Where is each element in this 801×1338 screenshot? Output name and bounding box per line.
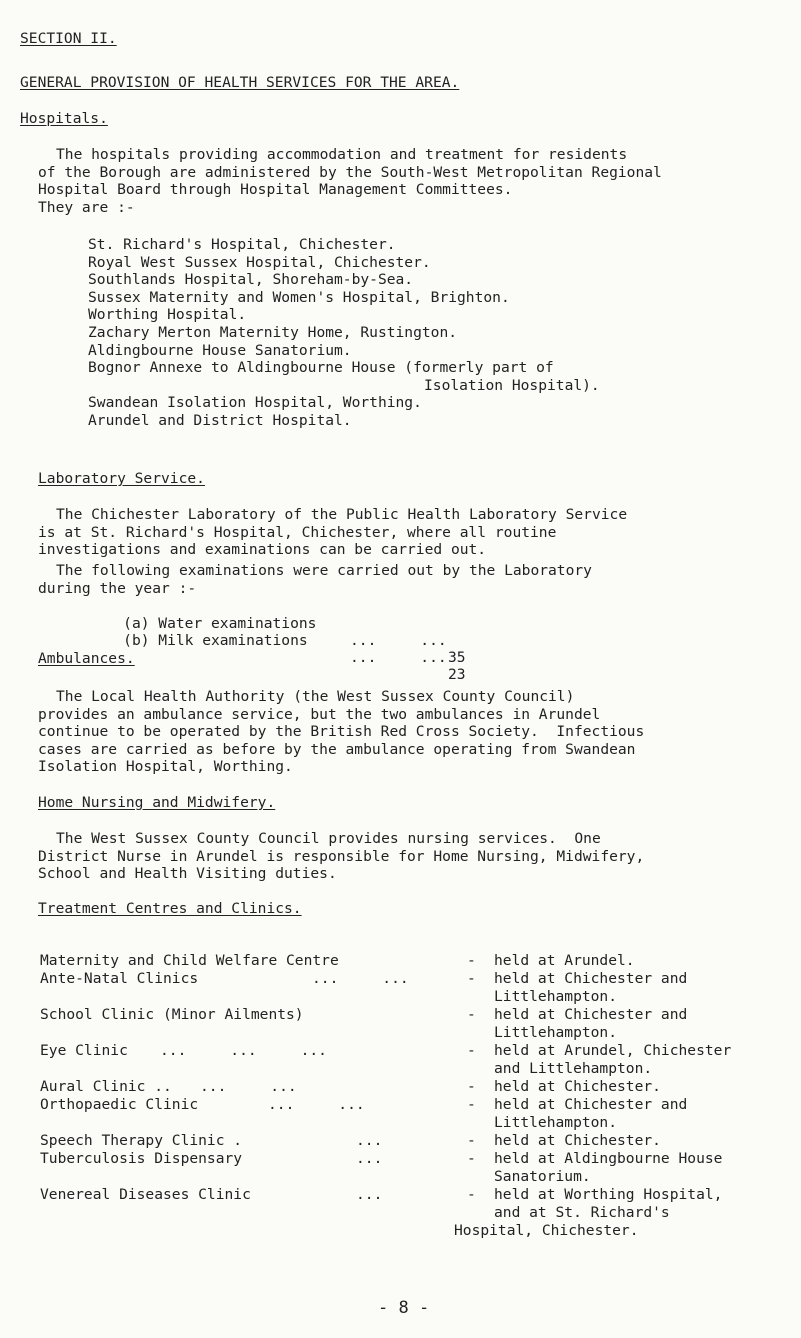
hospitals-heading: Hospitals. — [20, 110, 108, 127]
clinic-name: Eye Clinic — [40, 1042, 128, 1059]
clinic-location: held at Worthing Hospital, — [494, 1186, 723, 1203]
clinic-location-cont: Hospital, Chichester. — [454, 1222, 639, 1239]
exam-count: 23 — [448, 666, 466, 683]
hospital-list-item: Worthing Hospital. — [88, 306, 247, 324]
hospital-list-item: Sussex Maternity and Women's Hospital, Brighton. — [88, 288, 510, 306]
clinic-dash: - — [467, 952, 476, 969]
nursing-line: School and Health Visiting duties. — [38, 865, 337, 882]
exam-count: 35 — [448, 649, 466, 666]
clinic-row — [40, 1150, 785, 1167]
hospitals-intro-line: The hospitals providing accommodation and treatment for residents — [56, 146, 628, 163]
clinic-name: Ante-Natal Clinics — [40, 970, 199, 987]
nursing-line: The West Sussex County Council provides nursing services. One — [56, 830, 601, 847]
clinic-name: Aural Clinic .. — [40, 1078, 172, 1095]
clinic-dash: - — [467, 1042, 476, 1059]
clinic-location-cont: Littlehampton. — [494, 988, 618, 1005]
clinic-row — [40, 1132, 785, 1149]
clinic-location: held at Chichester. — [494, 1078, 661, 1095]
clinic-name: Orthopaedic Clinic — [40, 1096, 199, 1113]
clinic-dots: ... ... ... — [160, 1042, 327, 1059]
clinic-name: Speech Therapy Clinic . — [40, 1132, 243, 1149]
clinic-row — [40, 1096, 785, 1113]
clinic-location-cont: Littlehampton. — [494, 1024, 618, 1041]
laboratory-line: The Chichester Laboratory of the Public Health Laboratory Service — [56, 506, 628, 523]
hospital-list-item: St. Richard's Hospital, Chichester. — [88, 236, 396, 253]
laboratory-line: investigations and examinations can be carried out. — [38, 541, 487, 558]
hospital-list-item: Bognor Annexe to Aldingbourne House (formerly part of — [88, 359, 554, 377]
nursing-paragraph — [38, 830, 783, 883]
clinic-dots: ... ... — [200, 1078, 297, 1095]
laboratory-paragraph — [38, 506, 783, 559]
clinic-dash: - — [467, 1006, 476, 1023]
hospital-list-item: Zachary Merton Maternity Home, Rustington. — [88, 323, 458, 341]
clinic-dots: ... — [356, 1186, 383, 1203]
hospital-list-item: Royal West Sussex Hospital, Chichester. — [88, 253, 431, 271]
clinic-row — [40, 1042, 785, 1059]
clinic-row — [40, 1186, 785, 1203]
clinic-dots: ... ... — [312, 970, 409, 987]
clinic-dash: - — [467, 1096, 476, 1113]
clinic-name: Venereal Diseases Clinic — [40, 1186, 251, 1203]
hospitals-intro — [38, 146, 783, 216]
laboratory-following-line: during the year :- — [38, 579, 197, 597]
ambulances-line: Isolation Hospital, Worthing. — [38, 758, 293, 775]
exam-label: (b) Milk examinations — [123, 632, 308, 649]
clinic-row — [40, 1006, 785, 1023]
laboratory-line: is at St. Richard's Hospital, Chichester, where all routine — [38, 523, 557, 541]
clinic-name: Tuberculosis Dispensary — [40, 1150, 243, 1167]
ambulances-heading: Ambulances. — [38, 650, 135, 667]
clinic-row — [40, 1078, 785, 1095]
clinic-location-cont: and Littlehampton. — [494, 1060, 653, 1077]
laboratory-following — [38, 562, 783, 597]
clinic-dash: - — [467, 1078, 476, 1095]
clinic-location: held at Chichester and — [494, 970, 688, 987]
hospital-list-item: Aldingbourne House Sanatorium. — [88, 341, 352, 359]
hospital-list-item: Arundel and District Hospital. — [88, 411, 352, 429]
clinic-dots: ... — [356, 1132, 383, 1149]
main-title: GENERAL PROVISION OF HEALTH SERVICES FOR THE AREA. — [20, 74, 460, 91]
hospital-list-item: Swandean Isolation Hospital, Worthing. — [88, 394, 422, 412]
hospitals-intro-line: Hospital Board through Hospital Management Committees. — [38, 181, 513, 198]
nursing-heading: Home Nursing and Midwifery. — [38, 794, 276, 811]
clinic-dots: ... — [356, 1150, 383, 1167]
hospitals-intro-line: of the Borough are administered by the South-West Metropolitan Regional — [38, 163, 662, 181]
clinic-location: held at Chichester and — [494, 1006, 688, 1023]
exam-dots: ... ... — [350, 632, 447, 649]
clinic-location-cont: and at St. Richard's — [494, 1204, 670, 1221]
treatment-heading: Treatment Centres and Clinics. — [38, 900, 302, 917]
exam-label: (a) Water examinations — [123, 615, 317, 632]
clinic-row — [40, 952, 785, 969]
clinic-name: Maternity and Child Welfare Centre — [40, 952, 339, 969]
nursing-line: District Nurse in Arundel is responsible for Home Nursing, Midwifery, — [38, 847, 645, 865]
hospital-list-item: Isolation Hospital). — [424, 376, 600, 394]
clinic-dash: - — [467, 1186, 476, 1203]
clinic-name: School Clinic (Minor Ailments) — [40, 1006, 304, 1023]
clinic-location: held at Chichester. — [494, 1132, 661, 1149]
ambulances-paragraph — [38, 688, 783, 776]
laboratory-heading: Laboratory Service. — [38, 470, 205, 487]
laboratory-following-line: The following examinations were carried out by the Laboratory — [56, 562, 592, 579]
clinic-location: held at Arundel, Chichester — [494, 1042, 732, 1059]
clinic-row — [40, 970, 785, 987]
ambulances-line: The Local Health Authority (the West Sussex County Council) — [56, 688, 575, 705]
clinic-location: held at Aldingbourne House — [494, 1150, 723, 1167]
clinic-dots: ... ... — [268, 1096, 365, 1113]
clinic-location: held at Arundel. — [494, 952, 635, 969]
hospital-list — [88, 236, 801, 430]
hospital-list-item: Southlands Hospital, Shoreham-by-Sea. — [88, 271, 414, 289]
ambulances-line: continue to be operated by the British Red Cross Society. Infectious — [38, 723, 645, 740]
section-heading: SECTION II. — [20, 30, 117, 47]
exam-dots: ... ... — [350, 649, 447, 666]
ambulances-line: cases are carried as before by the ambulance operating from Swandean — [38, 740, 636, 758]
clinic-dash: - — [467, 1132, 476, 1149]
clinic-dash: - — [467, 970, 476, 987]
clinic-location: held at Chichester and — [494, 1096, 688, 1113]
ambulances-line: provides an ambulance service, but the two ambulances in Arundel — [38, 705, 601, 723]
clinic-location-cont: Sanatorium. — [494, 1168, 591, 1185]
clinic-location-cont: Littlehampton. — [494, 1114, 618, 1131]
hospitals-intro-line: They are :- — [38, 198, 135, 216]
page-number: - 8 - — [378, 1298, 430, 1318]
clinic-dash: - — [467, 1150, 476, 1167]
